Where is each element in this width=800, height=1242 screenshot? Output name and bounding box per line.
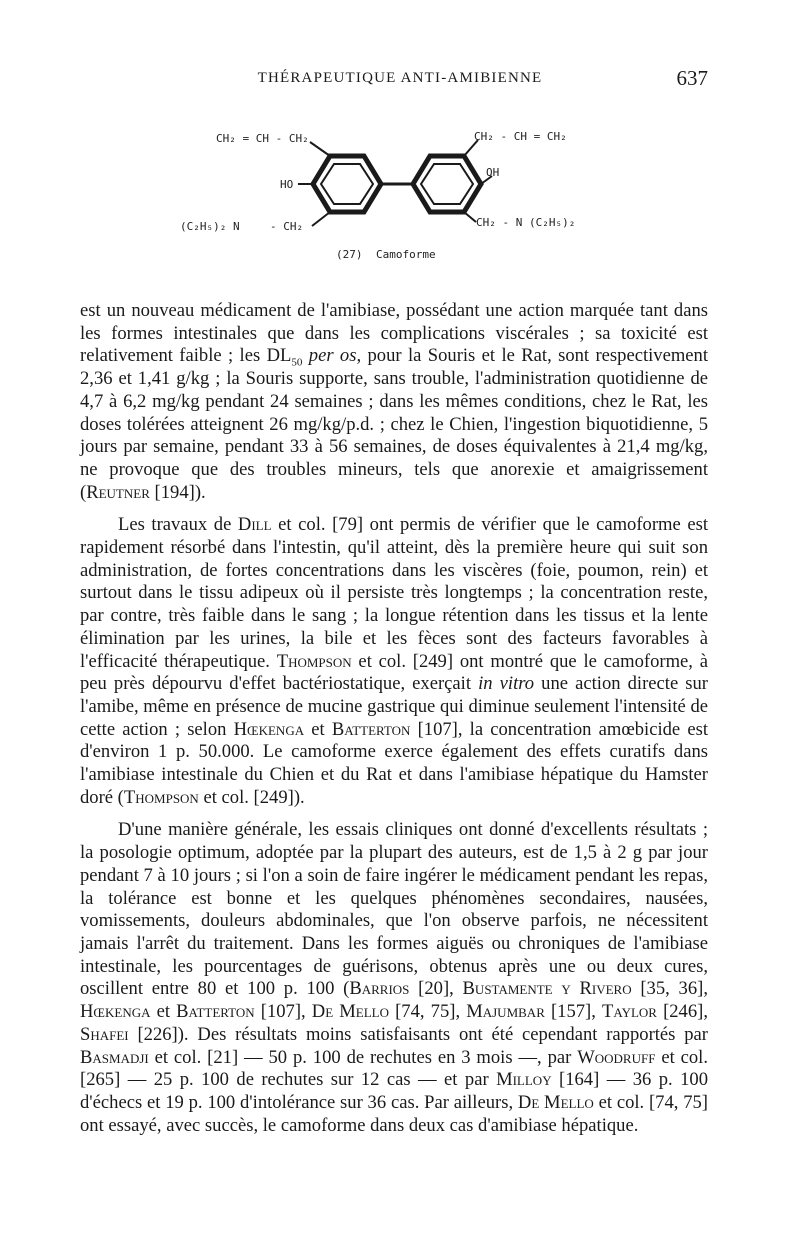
text-span: [164] — 36 p. 100 d'échecs et 19 p. 100 d'intolérance sur 36 cas. Par ailleurs, bbox=[80, 1069, 708, 1113]
text-span: une action directe sur l'amibe, même en présence de mucine gastrique qui diminue seulement l'intensité de cette action ; selon bbox=[80, 673, 709, 740]
author-name: Thompson bbox=[123, 786, 199, 808]
text-span: et col. [249] ont montré que le camoforme, à peu près dépourvu d'effet bactériostatique, exerçait bbox=[80, 650, 708, 695]
figure-caption-name: Camoforme bbox=[376, 248, 436, 261]
camoforme-structure bbox=[180, 118, 620, 268]
italic-text: in vitro bbox=[478, 673, 535, 695]
author-name: Bustamente y Rivero bbox=[462, 978, 632, 1000]
running-head bbox=[0, 66, 800, 94]
chemical-structure-figure bbox=[180, 118, 620, 268]
body-text bbox=[80, 300, 708, 1147]
text-span: [194]). bbox=[149, 481, 206, 503]
text-span: [107], la concentration amœbicide est d'environ 1 p. 50.000. Le camoforme exerce également des effets curatifs dans l'amibiase intestinale du Chien et du Rat et dans l'amibiase hépatique du Hamster doré ( bbox=[80, 718, 709, 808]
right-allyl-label: CH₂ - CH = CH₂ bbox=[474, 130, 567, 143]
author-name: Dill bbox=[237, 514, 272, 536]
text-span: et col. [265] — 25 p. 100 de rechutes sur 12 cas — et par bbox=[80, 1046, 708, 1091]
text-span: [35, 36], bbox=[631, 978, 708, 1000]
text-span: [20], bbox=[409, 978, 463, 1000]
italic-text: per os, bbox=[308, 345, 362, 367]
page-number: 637 bbox=[676, 66, 708, 90]
bond-right-bottom bbox=[464, 212, 476, 222]
left-amine-label: (C₂H₅)₂ N bbox=[180, 220, 240, 233]
text-span: [157], bbox=[544, 1001, 603, 1023]
paragraph-2 bbox=[80, 514, 708, 809]
bond-left-top bbox=[310, 142, 330, 156]
right-hydroxy-label: OH bbox=[486, 166, 500, 179]
author-name: Batterton bbox=[176, 1001, 255, 1023]
author-name: Batterton bbox=[331, 718, 411, 740]
text-span: et bbox=[304, 718, 332, 740]
text-span: et col. [249]). bbox=[198, 786, 305, 808]
left-methylene-label: - CH₂ bbox=[270, 220, 304, 233]
author-name: Hœkenga bbox=[233, 718, 305, 740]
text-span: et col. [79] ont permis de vérifier que le camoforme est rapidement résorbé dans l'intestin, qu'il atteint, dès la première heure qui suit son administration, de fortes concentrations dans les viscères (foie, poumon, rein) et surtout dans le tissu adipeux où il persiste très longtemps ; la concentration reste, par contre, très faible dans le sang ; la longue rétention dans les tissus et la lente élimination par les urines, la bile et les fèces sont des facteurs favorables à l'efficacité thérapeutique. bbox=[80, 514, 708, 672]
text-span: et col. [21] — 50 p. 100 de rechutes en 3 mois —, par bbox=[148, 1046, 578, 1068]
author-name: Basmadji bbox=[80, 1046, 149, 1068]
paragraph-3 bbox=[80, 819, 708, 1137]
left-ring-inner bbox=[321, 164, 373, 204]
text-span: pour la Souris et le Rat, sont respectivement 2,36 et 1,41 g/kg ; la Souris supporte, sans trouble, l'administration quotidienne de 4,7 à 6,2 mg/kg pendant 24 semaines ; dans les mêmes conditions, chez le Rat, les doses tolérées atteignent 26 mg/kg/p.d. ; chez le Chien, l'ingestion biquotidienne, 5 jours par semaine, pendant 33 à 56 semaines, de doses équivalentes à 21,4 mg/kg, ne provoque que des troubles mineurs, tels que anorexie et amaigrissement ( bbox=[80, 345, 709, 503]
text-span: [107], bbox=[254, 1001, 312, 1023]
text-span: et col. [74, 75] ont essayé, avec succès, le camoforme dans deux cas d'amibiase hépatique. bbox=[80, 1091, 708, 1136]
author-name: Majumbar bbox=[466, 1001, 545, 1023]
text-span: est un nouveau médicament de l'amibiase, possédant une action marquée tant dans les formes intestinales que dans les complications viscérales ; sa toxicité est relativement faible ; les DL bbox=[80, 300, 708, 367]
right-ring-inner bbox=[421, 164, 473, 204]
author-name: Reutner bbox=[86, 481, 150, 503]
figure-caption-number: (27) bbox=[336, 248, 363, 261]
bond-left-bottom bbox=[312, 212, 330, 226]
paragraph-1 bbox=[80, 300, 708, 504]
author-name: Shafei bbox=[80, 1023, 129, 1045]
subscript: 50 bbox=[291, 357, 303, 370]
author-name: Woodruff bbox=[577, 1046, 656, 1068]
author-name: Barrios bbox=[349, 978, 410, 1000]
text-span: [246], bbox=[656, 1001, 708, 1023]
author-name: De Mello bbox=[517, 1091, 594, 1113]
author-name: Thompson bbox=[276, 650, 352, 672]
running-title: THÉRAPEUTIQUE ANTI-AMIBIENNE bbox=[257, 70, 543, 86]
left-allyl-label: CH₂ = CH - CH₂ bbox=[216, 132, 309, 145]
author-name: Milloy bbox=[496, 1069, 552, 1091]
author-name: Taylor bbox=[602, 1001, 657, 1023]
text-span: [226]). Des résultats moins satisfaisants ont été cependant rapportés par bbox=[128, 1023, 708, 1045]
text-span: Les travaux de bbox=[118, 514, 238, 536]
right-amine-label: CH₂ - N (C₂H₅)₂ bbox=[476, 216, 576, 229]
text-span: [74, 75], bbox=[389, 1001, 467, 1023]
author-name: Hœkenga bbox=[80, 1001, 151, 1023]
left-hydroxy-label: HO bbox=[280, 178, 294, 191]
text-span: D'une manière générale, les essais cliniques ont donné d'excellents résultats ; la posologie optimum, adoptée par la plupart des auteurs, est de 1,5 à 2 g par jour pendant 7 à 10 jours ; si l'on a soin de faire ingérer le médicament pendant les repas, la tolérance est bonne et les quelques phénomènes secondaires, nausées, vomissements, douleurs abdominales, que l'on observe parfois, ne nécessitent jamais l'arrêt du traitement. Dans les formes aiguës ou chroniques de l'amibiase intestinale, les pourcentages de guérisons, obtenus après une ou deux cures, oscillent entre 80 et 100 p. 100 ( bbox=[80, 819, 708, 1000]
author-name: De Mello bbox=[311, 1001, 390, 1023]
text-span: et bbox=[150, 1001, 177, 1023]
